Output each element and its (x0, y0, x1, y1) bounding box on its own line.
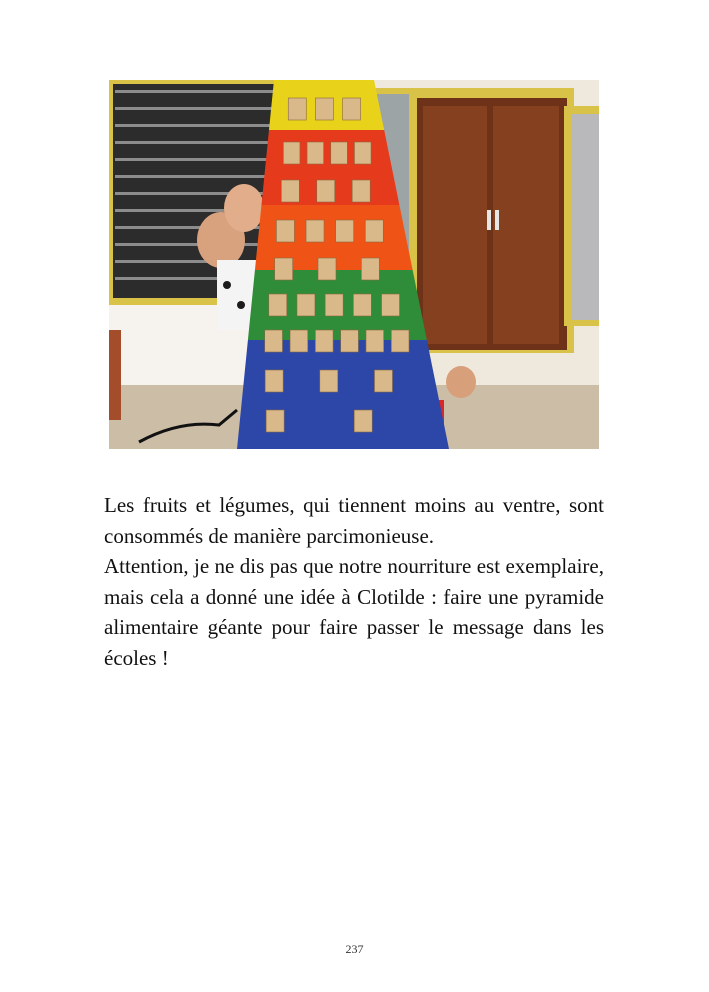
food-card (352, 180, 370, 202)
wooden-door (409, 88, 574, 353)
food-card (354, 410, 372, 432)
shutter-slat (115, 90, 299, 93)
food-card (382, 294, 400, 316)
pyramid-photo-illustration (109, 80, 599, 449)
paragraph-2: Attention, je ne dis pas que notre nourriture est exemplaire, mais cela a donné une idée à Clotilde : faire une pyramide alimentaire géante pour faire passer le message dans les écoles ! (104, 554, 604, 670)
food-card (325, 294, 343, 316)
food-card (315, 330, 333, 352)
food-card (336, 220, 354, 242)
red-step (109, 330, 121, 420)
food-card (341, 330, 359, 352)
pyramid-tier (237, 340, 449, 449)
food-card (354, 142, 371, 164)
food-card (283, 142, 300, 164)
page-number: 237 (345, 942, 364, 956)
paragraph-1: Les fruits et légumes, qui tiennent moins au ventre, sont consommés de manière parcimonieuse. (104, 493, 604, 548)
food-card (290, 330, 308, 352)
food-card (315, 98, 333, 120)
food-card (343, 98, 361, 120)
food-card (366, 330, 384, 352)
food-card (269, 294, 287, 316)
food-card (361, 258, 379, 280)
food-card (275, 258, 293, 280)
food-card (320, 370, 338, 392)
body-text (104, 490, 604, 673)
food-card (266, 410, 284, 432)
food-card (306, 220, 324, 242)
window-right (564, 106, 599, 326)
food-card (307, 142, 324, 164)
food-card (353, 294, 371, 316)
food-card (318, 258, 336, 280)
food-card (331, 142, 348, 164)
food-card (276, 220, 294, 242)
food-card (297, 294, 315, 316)
food-card (374, 370, 392, 392)
food-card (265, 330, 283, 352)
food-card (391, 330, 409, 352)
food-card (288, 98, 306, 120)
food-card (281, 180, 299, 202)
food-card (365, 220, 383, 242)
food-card (265, 370, 283, 392)
food-card (317, 180, 335, 202)
pyramid-photo (109, 80, 599, 449)
